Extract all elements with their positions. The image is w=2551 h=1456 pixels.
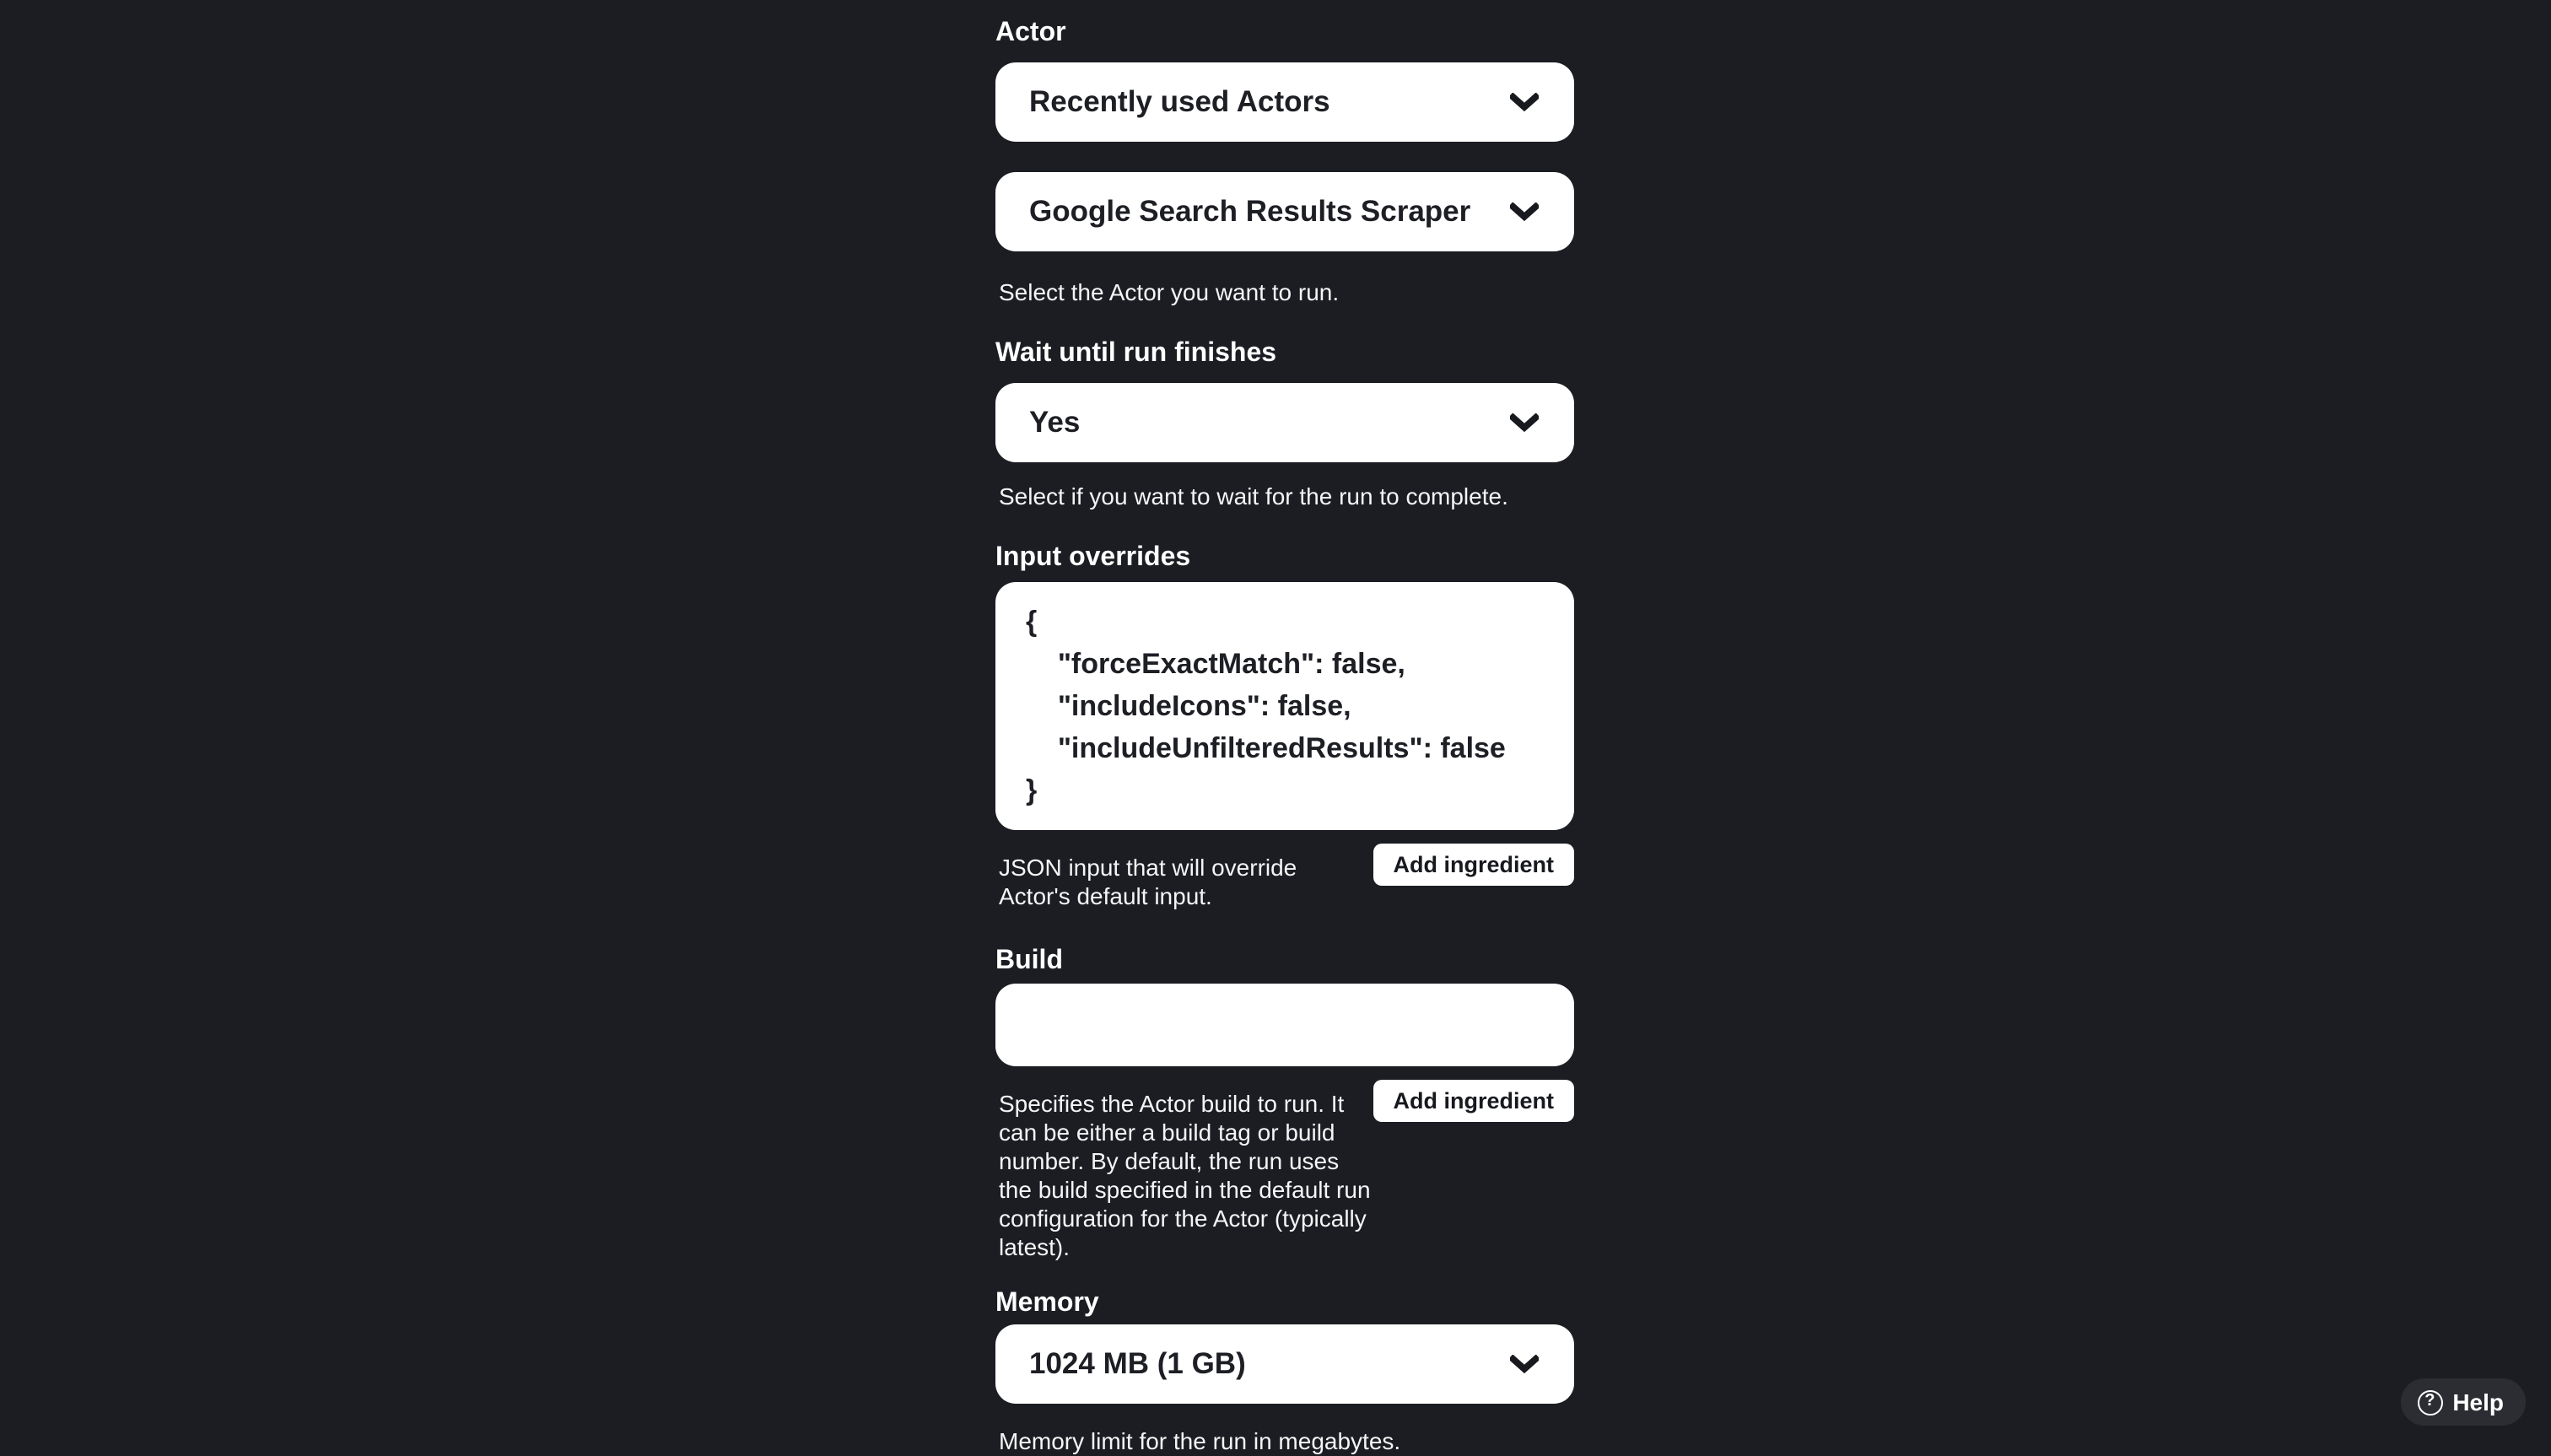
input-overrides-helper-row (995, 844, 1574, 911)
action-fields-form (995, 0, 1574, 1456)
wait-dropdown-value: Yes (1029, 405, 1081, 439)
input-overrides-field-label: Input overrides (995, 543, 1191, 572)
input-overrides-helper-text: JSON input that will override Actor's default input. (999, 854, 1297, 909)
wait-dropdown[interactable] (995, 383, 1574, 462)
build-field-label: Build (995, 946, 1063, 975)
chevron-down-icon (1510, 413, 1539, 433)
chevron-down-icon (1510, 92, 1539, 112)
input-overrides-add-ingredient-button[interactable]: Add ingredient (1373, 844, 1575, 886)
memory-dropdown-value: 1024 MB (1 GB) (1029, 1346, 1246, 1380)
build-add-ingredient-button[interactable]: Add ingredient (1373, 1080, 1575, 1122)
wait-helper-text: Select if you want to wait for the run to complete. (999, 483, 1508, 510)
build-helper-text: Specifies the Actor build to run. It can be either a build tag or build number. By default, the run uses the build specified in the default run configuration for the Actor (typically latest). (999, 1090, 1371, 1260)
chevron-down-icon (1510, 1354, 1539, 1374)
memory-dropdown[interactable] (995, 1324, 1574, 1404)
build-helper-row (995, 1080, 1574, 1262)
actor-category-dropdown-value: Recently used Actors (1029, 84, 1330, 118)
actor-helper-text: Select the Actor you want to run. (999, 278, 1340, 305)
wait-field-label: Wait until run finishes (995, 339, 1277, 368)
input-overrides-textarea[interactable] (995, 582, 1574, 830)
build-textarea[interactable] (995, 984, 1574, 1066)
actor-select-dropdown[interactable] (995, 172, 1574, 251)
actor-category-dropdown[interactable] (995, 62, 1574, 142)
help-button-label: Help (2452, 1389, 2504, 1416)
actor-select-dropdown-value: Google Search Results Scraper (1029, 194, 1471, 228)
help-button[interactable] (2400, 1378, 2526, 1426)
memory-helper-text: Memory limit for the run in megabytes. (999, 1427, 1401, 1454)
chevron-down-icon (1510, 202, 1539, 222)
memory-field-label: Memory (995, 1289, 1099, 1318)
question-circle-icon: ? (2417, 1389, 2442, 1415)
actor-field-label: Actor (995, 19, 1066, 47)
